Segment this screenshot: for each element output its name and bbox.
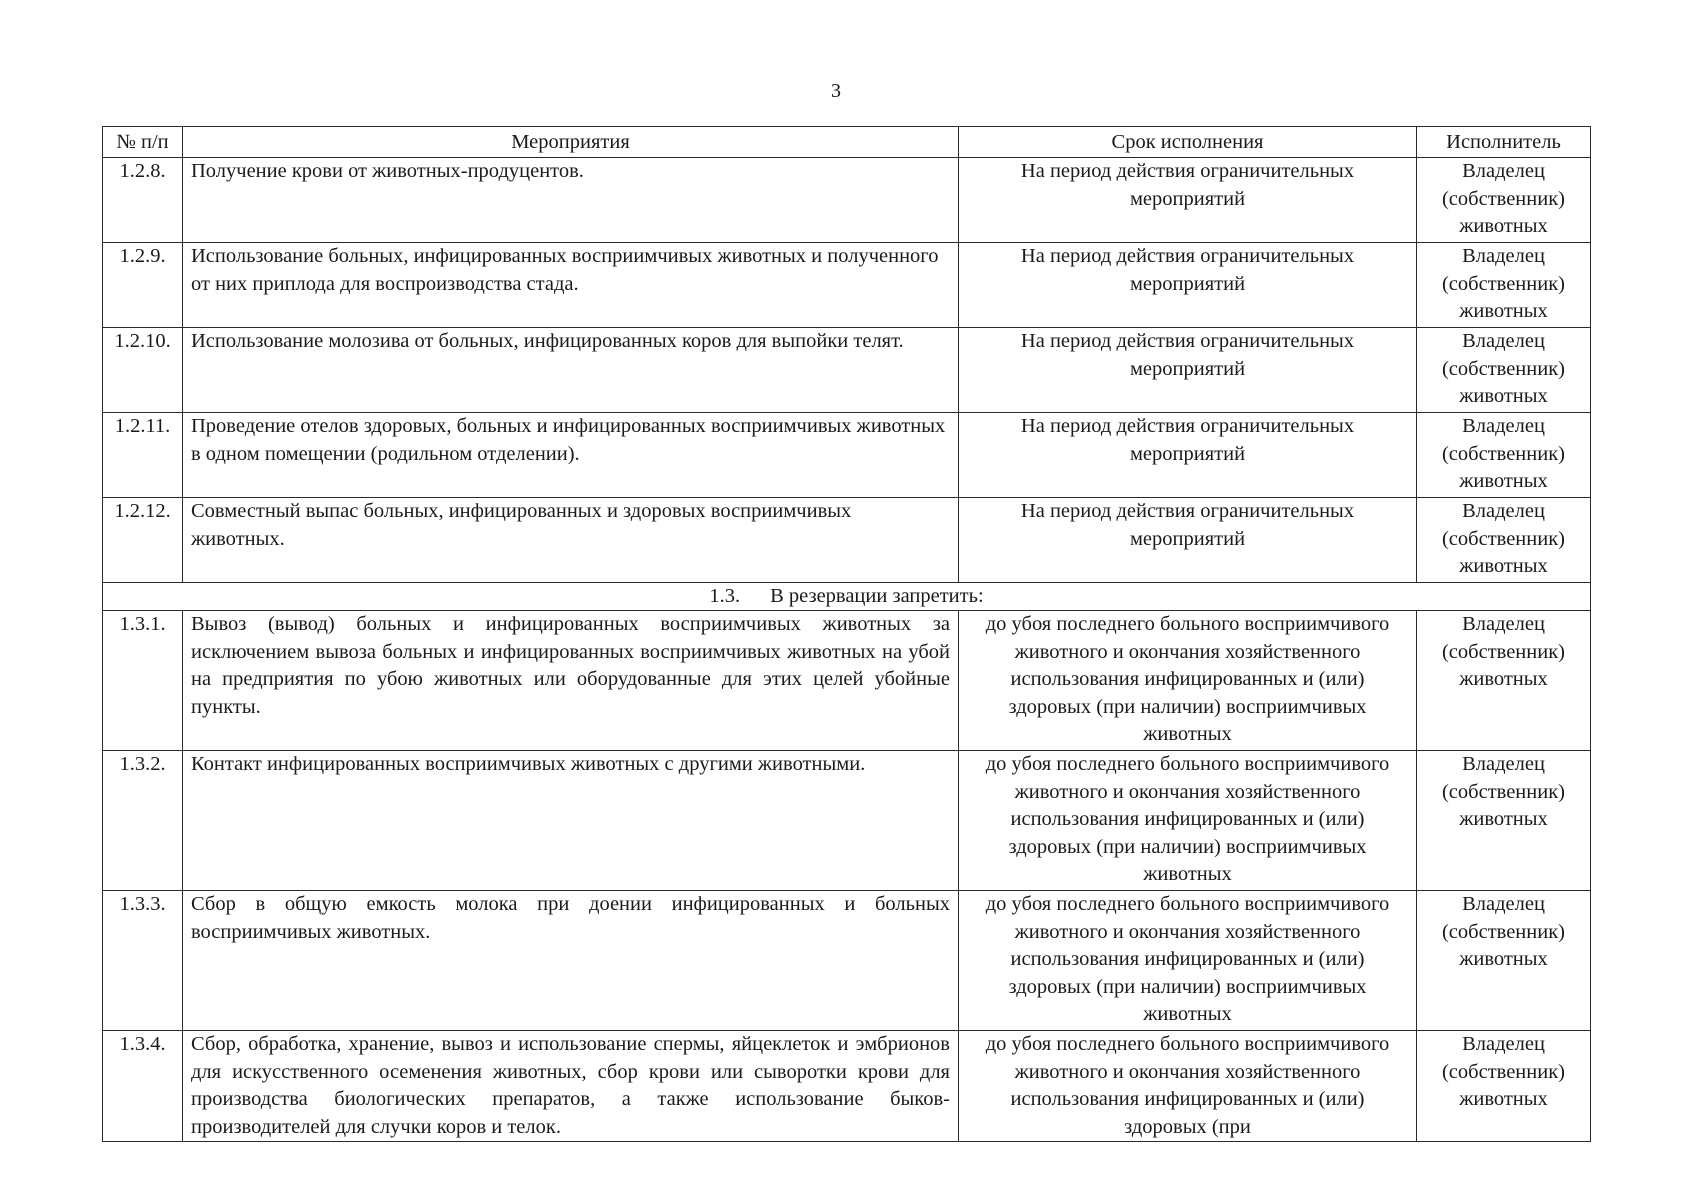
row-number: 1.3.1. — [103, 611, 183, 751]
row-executor: Владелец (собственник) животных — [1417, 328, 1591, 413]
row-measure: Использование больных, инфицированных восприимчивых животных и полученного от них приплода для воспроизводства стада. — [183, 243, 959, 328]
table-row — [103, 611, 1591, 751]
row-number: 1.2.12. — [103, 498, 183, 583]
page-number: 3 — [831, 80, 841, 102]
table-row — [103, 751, 1591, 891]
row-number: 1.3.2. — [103, 751, 183, 891]
row-measure: Совместный выпас больных, инфицированных и здоровых восприимчивых животных. — [183, 498, 959, 583]
table-header-row — [103, 127, 1591, 158]
row-measure: Получение крови от животных-продуцентов. — [183, 158, 959, 243]
section-heading — [103, 583, 1591, 611]
row-executor: Владелец (собственник) животных — [1417, 498, 1591, 583]
table-row — [103, 891, 1591, 1031]
row-executor: Владелец (собственник) животных — [1417, 413, 1591, 498]
row-number: 1.3.4. — [103, 1031, 183, 1142]
row-executor: Владелец (собственник) животных — [1417, 611, 1591, 751]
table-row — [103, 158, 1591, 243]
header-executor: Исполнитель — [1417, 127, 1591, 158]
row-term: до убоя последнего больного восприимчивого животного и окончания хозяйственного использования инфицированных и (или) здоровых (при наличии) восприимчивых животных — [959, 611, 1417, 751]
row-executor: Владелец (собственник) животных — [1417, 1031, 1591, 1142]
section-row — [103, 583, 1591, 611]
row-number: 1.2.11. — [103, 413, 183, 498]
table-row — [103, 328, 1591, 413]
row-executor: Владелец (собственник) животных — [1417, 751, 1591, 891]
row-number: 1.2.9. — [103, 243, 183, 328]
row-term: до убоя последнего больного восприимчивого животного и окончания хозяйственного использования инфицированных и (или) здоровых (при наличии) восприимчивых животных — [959, 891, 1417, 1031]
row-measure: Вывоз (вывод) больных и инфицированных восприимчивых животных за исключением вывоза больных и инфицированных восприимчивых животных на убой на предприятия по убою животных или оборудованные для этих целей убойные пункты. — [183, 611, 959, 751]
row-measure: Проведение отелов здоровых, больных и инфицированных восприимчивых животных в одном помещении (родильном отделении). — [183, 413, 959, 498]
row-measure: Сбор в общую емкость молока при доении инфицированных и больных восприимчивых животных. — [183, 891, 959, 1031]
row-term: до убоя последнего больного восприимчивого животного и окончания хозяйственного использования инфицированных и (или) здоровых (при наличии) восприимчивых животных — [959, 751, 1417, 891]
row-term: На период действия ограничительных мероприятий — [959, 158, 1417, 243]
row-term: до убоя последнего больного восприимчивого животного и окончания хозяйственного использования инфицированных и (или) здоровых (при — [959, 1031, 1417, 1142]
row-executor: Владелец (собственник) животных — [1417, 891, 1591, 1031]
header-num: № п/п — [103, 127, 183, 158]
table-row — [103, 498, 1591, 583]
header-measures: Мероприятия — [183, 127, 959, 158]
row-measure: Контакт инфицированных восприимчивых животных с другими животными. — [183, 751, 959, 891]
section-title: В резервации запретить: — [770, 585, 984, 607]
header-term: Срок исполнения — [959, 127, 1417, 158]
row-measure: Использование молозива от больных, инфицированных коров для выпойки телят. — [183, 328, 959, 413]
table-row — [103, 243, 1591, 328]
measures-table — [102, 126, 1591, 1142]
row-executor: Владелец (собственник) животных — [1417, 158, 1591, 243]
row-term: На период действия ограничительных мероприятий — [959, 498, 1417, 583]
row-term: На период действия ограничительных мероприятий — [959, 243, 1417, 328]
row-number: 1.3.3. — [103, 891, 183, 1031]
section-number: 1.3. — [709, 585, 741, 607]
row-executor: Владелец (собственник) животных — [1417, 243, 1591, 328]
row-measure: Сбор, обработка, хранение, вывоз и использование спермы, яйцеклеток и эмбрионов для искусственного осеменения животных, сбор крови или сыворотки крови для производства биологических препаратов, а также использование быков-производителей для случки коров и телок. — [183, 1031, 959, 1142]
table-row — [103, 1031, 1591, 1142]
row-number: 1.2.10. — [103, 328, 183, 413]
table-row — [103, 413, 1591, 498]
row-term: На период действия ограничительных мероприятий — [959, 328, 1417, 413]
row-term: На период действия ограничительных мероприятий — [959, 413, 1417, 498]
row-number: 1.2.8. — [103, 158, 183, 243]
